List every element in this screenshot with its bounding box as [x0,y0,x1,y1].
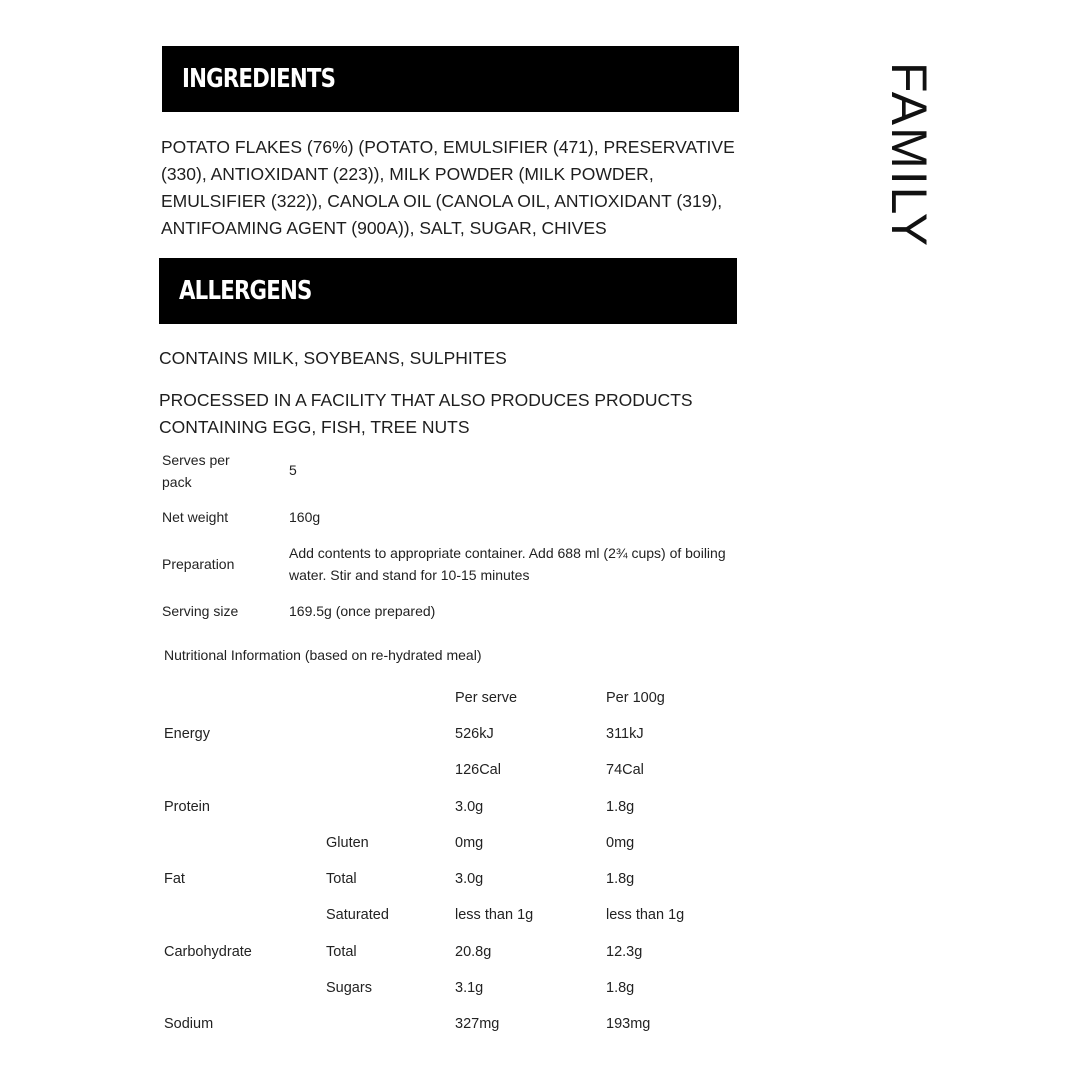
nutrition-per-100g: 1.8g [606,980,635,996]
info-label-preparation: Preparation [162,556,235,572]
info-label-net-weight: Net weight [162,509,229,525]
allergens-processed: PROCESSED IN A FACILITY THAT ALSO PRODUCES PRODUCTS CONTAINING EGG, FISH, TREE NUTS [159,390,693,437]
allergens-contains: CONTAINS MILK, SOYBEANS, SULPHITES [159,348,507,368]
info-value-serving-size: 169.5g (once prepared) [289,603,436,619]
nutrition-row-label: Carbohydrate [164,944,252,960]
nutrition-per-100g: 193mg [606,1016,651,1032]
nutrition-title: Nutritional Information (based on re-hydrated meal) [164,647,482,663]
nutrition-per-serve: less than 1g [455,907,534,923]
info-value-serves: 5 [289,462,297,478]
nutrition-row-label: Fat [164,871,185,887]
info-label-serves: Serves per pack [162,452,230,490]
nutrition-per-100g: 311kJ [606,726,644,742]
nutrition-row-sublabel: Total [326,944,357,960]
family-side-label: FAMILY [881,62,937,249]
nutrition-row-sublabel: Gluten [326,835,369,851]
nutrition-per-100g: less than 1g [606,907,685,923]
nutrition-per-100g: 0mg [606,835,635,851]
nutrition-per-100g: 1.8g [606,799,635,815]
allergens-heading-band [159,258,737,324]
info-label-serving-size: Serving size [162,603,239,619]
nutrition-row-sublabel: Saturated [326,907,389,923]
nutrition-row-sublabel: Sugars [326,980,372,996]
allergens-heading: ALLERGENS [179,276,312,306]
info-value-preparation: Add contents to appropriate container. Add 688 ml (2¾ cups) of boiling water. Stir and stand for 10-15 minutes [289,545,726,583]
nutrition-per-serve: 20.8g [455,944,492,960]
nutrition-per-100g: 12.3g [606,944,643,960]
nutrition-per-serve: 0mg [455,835,484,851]
nutrition-per-serve: 3.0g [455,871,484,887]
nutrition-row-sublabel: Total [326,871,357,887]
nutrition-row-label: Protein [164,799,210,815]
info-value-net-weight: 160g [289,509,321,525]
ingredients-text: POTATO FLAKES (76%) (POTATO, EMULSIFIER (471), PRESERVATIVE (330), ANTIOXIDANT (223)), MILK POWDER (MILK POWDER, EMULSIFIER (322)), CANOLA OIL (CANOLA OIL, ANTIOXIDANT (319), ANTIFOAMING AGENT (900A)), SALT, SUGAR, CHIVES [161,137,735,238]
nutrition-per-serve: 327mg [455,1016,500,1032]
ingredients-heading-band [162,46,739,112]
nutrition-col-per-100g: Per 100g [606,690,665,706]
nutrition-row-label: Energy [164,726,210,742]
nutrition-col-per-serve: Per serve [455,690,518,706]
nutrition-per-100g: 1.8g [606,871,635,887]
nutrition-per-serve: 126Cal [455,762,501,778]
nutrition-per-serve: 3.1g [455,980,484,996]
ingredients-heading: INGREDIENTS [182,64,336,94]
nutrition-per-serve: 526kJ [455,726,494,742]
nutrition-row-label: Sodium [164,1016,214,1032]
nutrition-per-serve: 3.0g [455,799,484,815]
nutrition-per-100g: 74Cal [606,762,644,778]
